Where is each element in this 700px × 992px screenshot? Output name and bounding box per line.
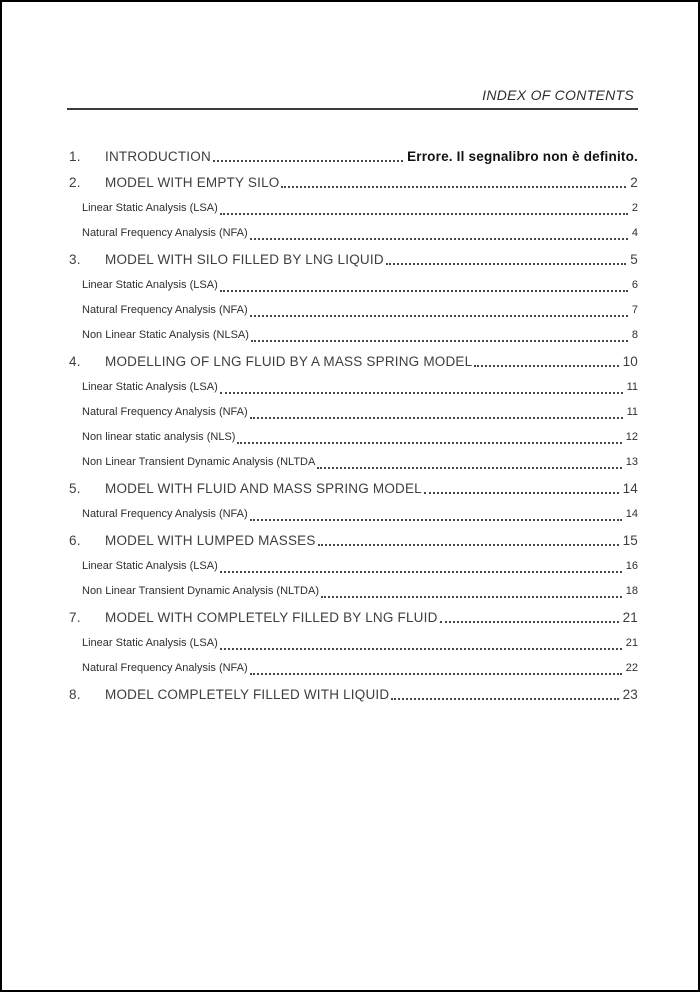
toc-entry-page-number: 11 [626,406,638,418]
dot-leader [440,621,619,623]
toc-subentry[interactable] [69,429,638,446]
dot-leader [237,442,621,444]
toc-entry-number: 1. [69,149,81,164]
toc-entry-title: MODEL WITH LUMPED MASSES [105,533,316,548]
toc-entry-title: Non Linear Transient Dynamic Analysis (NLTDA) [82,585,319,597]
dot-leader [220,392,623,394]
dot-leader [318,544,619,546]
toc-entry-page-number: 12 [625,431,638,443]
toc-entry-title: MODEL WITH COMPLETELY FILLED BY LNG FLUID [105,610,438,625]
toc-entry-page-number: 14 [625,508,638,520]
toc-entry-title: Linear Static Analysis (LSA) [82,381,218,393]
toc-entry-title: Non Linear Static Analysis (NLSA) [82,329,249,341]
dot-leader [424,492,619,494]
toc-entry[interactable] [69,609,638,626]
toc-entry-page-number: 2 [631,202,638,214]
toc-entry-title: MODELLING OF LNG FLUID BY A MASS SPRING MODEL [105,354,473,369]
toc-entry-page-number: 22 [625,662,638,674]
toc-entry-page-number: 7 [631,304,638,316]
toc-entry-title: Linear Static Analysis (LSA) [82,560,218,572]
toc-entry-page-number: 16 [625,560,638,572]
dot-leader [474,365,618,367]
toc-entry-page-number: 6 [631,279,638,291]
toc-subentry[interactable] [69,379,638,396]
dot-leader [250,315,628,317]
dot-leader [281,186,626,188]
toc-entry-title: Natural Frequency Analysis (NFA) [82,406,248,418]
toc-entry-title: Linear Static Analysis (LSA) [82,202,218,214]
toc-entry-number: 5. [69,481,81,496]
dot-leader [386,263,627,265]
toc-entry-title: Non Linear Transient Dynamic Analysis (NLTDA [82,456,316,468]
toc-entry-number: 2. [69,175,81,190]
toc-entry[interactable] [69,480,638,497]
toc-entry-number: 8. [69,687,81,702]
dot-leader [250,673,622,675]
toc-entry[interactable] [69,686,638,703]
toc-entry-page-number: 21 [622,610,638,625]
toc-entry-title: Non linear static analysis (NLS) [82,431,236,443]
toc-entry-number: 7. [69,610,81,625]
toc-entry-page-number: 23 [622,687,638,702]
toc-entry-title: Natural Frequency Analysis (NFA) [82,227,248,239]
toc-entry-error-text: Errore. Il segnalibro non è definito. [407,149,638,164]
toc-entry-page-number: 18 [625,585,638,597]
toc-entry-title: MODEL COMPLETELY FILLED WITH LIQUID [105,687,390,702]
toc-entry-page-number: 4 [631,227,638,239]
toc-subentry[interactable] [69,404,638,421]
dot-leader [250,238,628,240]
toc-subentry[interactable] [69,583,638,600]
dot-leader [220,648,622,650]
toc-entry-title: Linear Static Analysis (LSA) [82,279,218,291]
toc-entry-page-number: 2 [630,175,638,190]
dot-leader [250,417,623,419]
toc-entry-page-number: 13 [625,456,638,468]
toc-entry-title: Natural Frequency Analysis (NFA) [82,508,248,520]
dot-leader [213,160,403,162]
toc-entry[interactable] [69,532,638,549]
dot-leader [321,596,622,598]
toc-entry[interactable] [69,353,638,370]
toc-subentry[interactable] [69,302,638,319]
toc-entry-title: Natural Frequency Analysis (NFA) [82,662,248,674]
toc-entry-title: Natural Frequency Analysis (NFA) [82,304,248,316]
toc-entry-title: Linear Static Analysis (LSA) [82,637,218,649]
toc-entry-title: MODEL WITH SILO FILLED BY LNG LIQUID [105,252,384,267]
toc-subentry[interactable] [69,200,638,217]
toc-entry[interactable] [69,148,638,165]
toc-entry-title: MODEL WITH EMPTY SILO [105,175,280,190]
header-rule [67,108,638,110]
dot-leader [220,290,628,292]
dot-leader [220,571,622,573]
toc-entry-page-number: 8 [631,329,638,341]
toc-entry[interactable] [69,251,638,268]
toc-entry-page-number: 11 [626,381,638,393]
toc-subentry[interactable] [69,327,638,344]
toc-entry-number: 3. [69,252,81,267]
toc-entry-title: INTRODUCTION [105,149,211,164]
toc-entry-title: MODEL WITH FLUID AND MASS SPRING MODEL [105,481,422,496]
toc-entry-page-number: 10 [622,354,638,369]
toc-entry-page-number: 15 [622,533,638,548]
toc-subentry[interactable] [69,506,638,523]
toc-entry[interactable] [69,174,638,191]
dot-leader [250,519,622,521]
toc-entry-page-number: 21 [625,637,638,649]
toc-entry-page-number: 14 [622,481,638,496]
toc-subentry[interactable] [69,558,638,575]
toc-entry-number: 4. [69,354,81,369]
toc-subentry[interactable] [69,660,638,677]
toc-subentry[interactable] [69,454,638,471]
dot-leader [251,340,628,342]
dot-leader [391,698,618,700]
dot-leader [317,467,621,469]
toc-entry-page-number: 5 [630,252,638,267]
toc-subentry[interactable] [69,225,638,242]
dot-leader [220,213,628,215]
toc-entry-number: 6. [69,533,81,548]
toc-subentry[interactable] [69,277,638,294]
toc-subentry[interactable] [69,635,638,652]
table-of-contents [69,148,638,712]
page-title: INDEX OF CONTENTS [482,87,634,103]
